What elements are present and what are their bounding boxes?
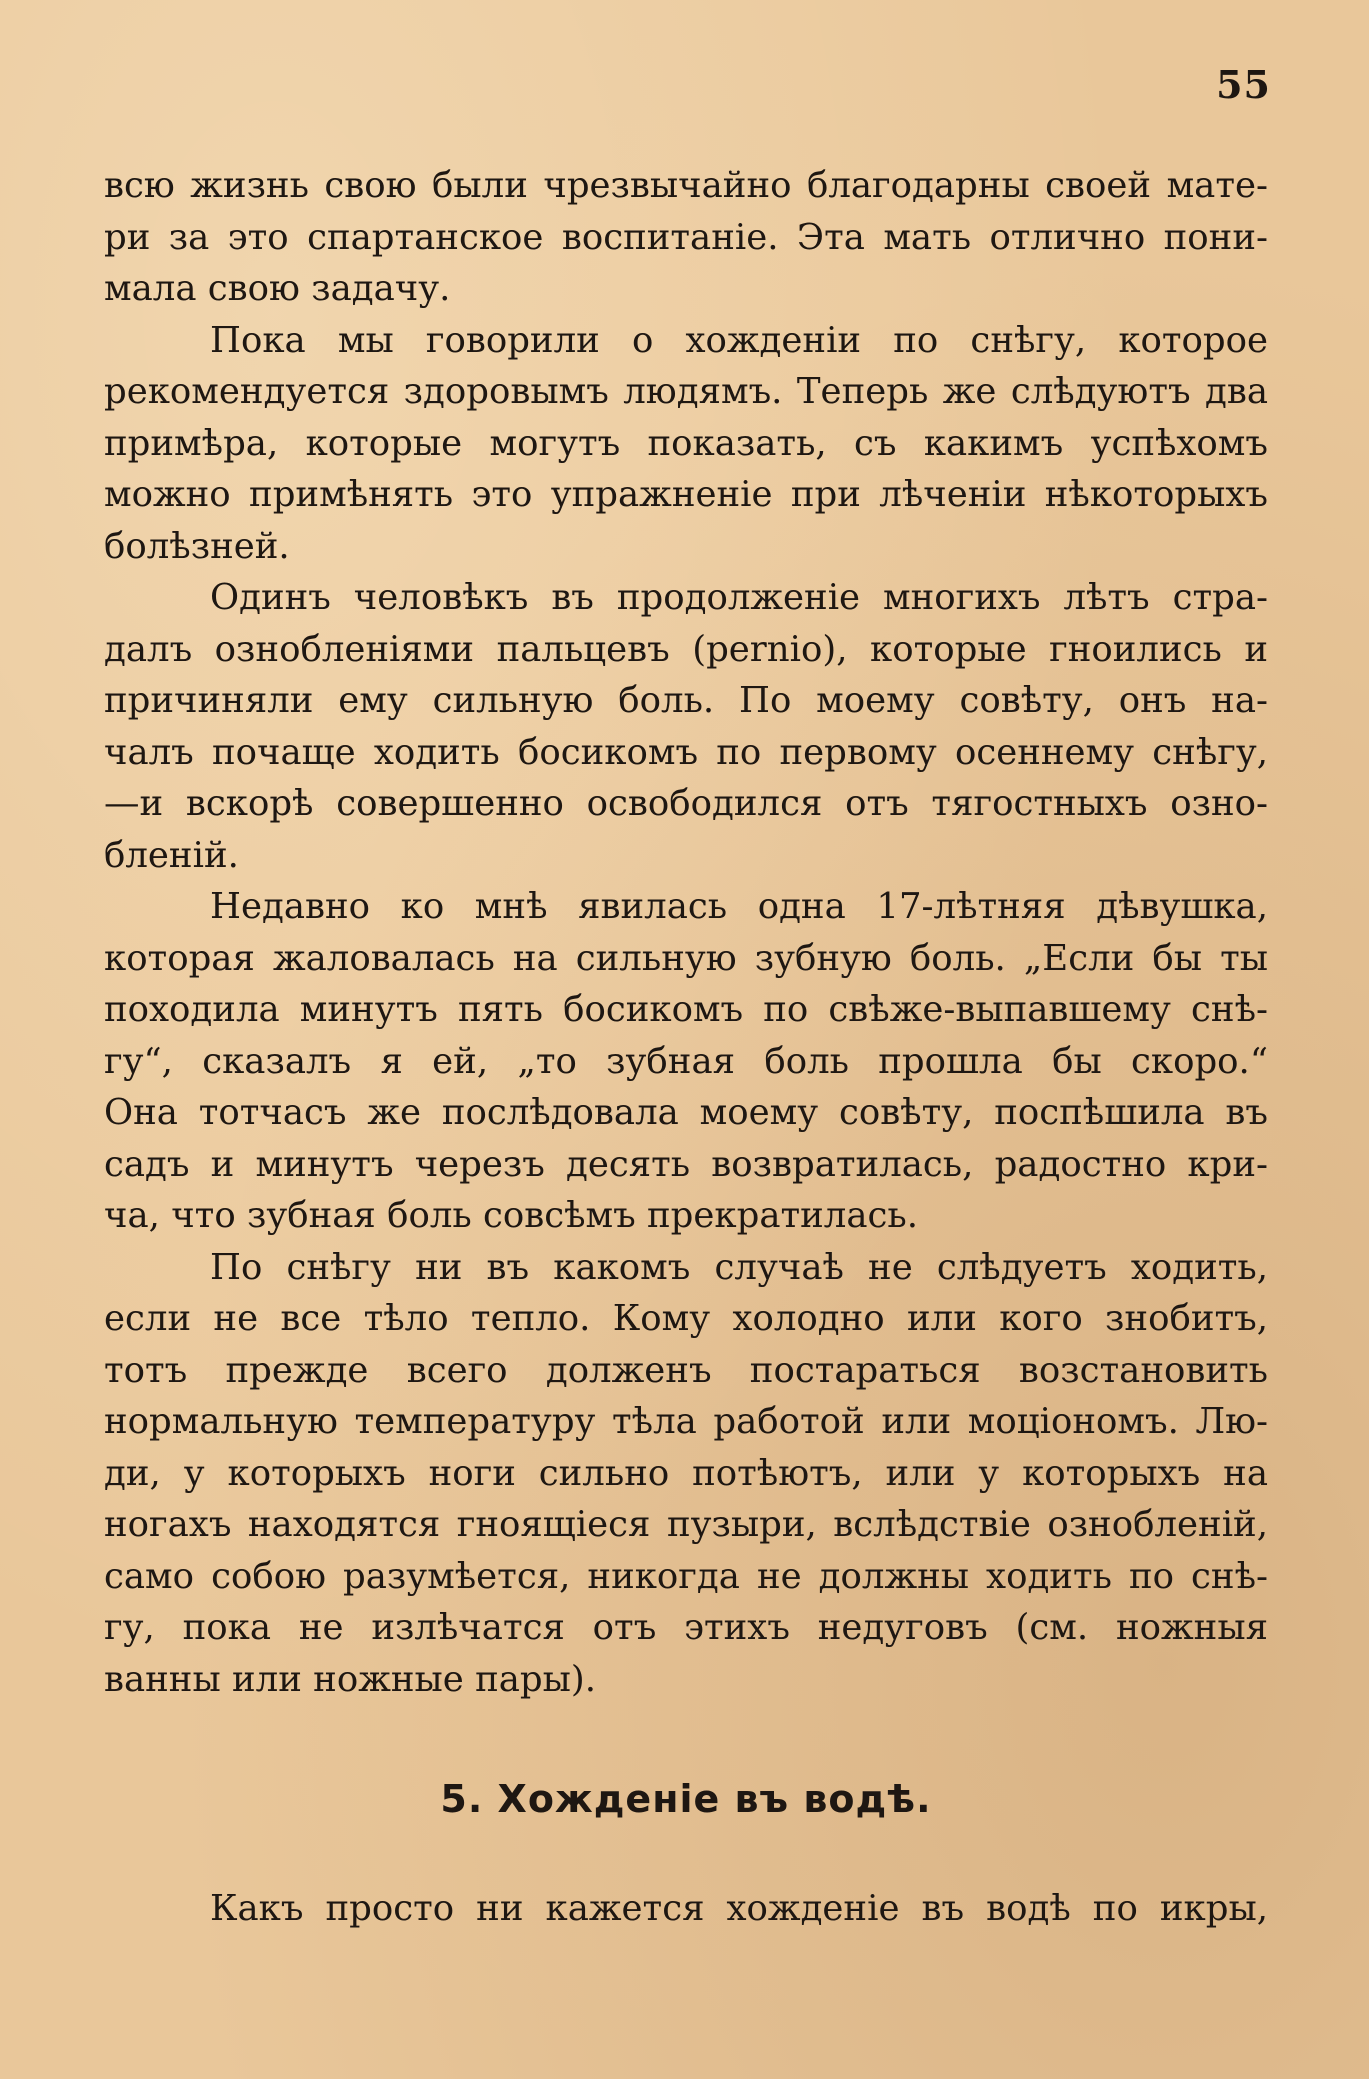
text-line: походила минутъ пять босикомъ по свѣже-выпавшему снѣ- [104, 989, 1268, 1030]
text-line: нормальную температуру тѣла работой или моціономъ. Лю- [104, 1401, 1268, 1442]
text-line: которая жаловалась на сильную зубную боль. „Если бы ты [104, 937, 1268, 979]
text-line: тотъ прежде всего долженъ постараться возстановить [104, 1349, 1268, 1391]
paragraph-final [104, 1883, 1268, 1935]
text-line: ди, у которыхъ ноги сильно потѣютъ, или у которыхъ на [104, 1452, 1268, 1494]
text-line: чалъ почаще ходить босикомъ по первому осеннему снѣгу, [104, 731, 1268, 773]
text-line: мала свою задачу. [104, 268, 451, 309]
text-line: болѣзней. [104, 525, 290, 567]
text-line: ри за это спартанское воспитаніе. Эта мать отлично пони- [104, 216, 1268, 258]
text-line: ванны или ножные пары). [104, 1658, 597, 1700]
text-line: По снѣгу ни въ какомъ случаѣ не слѣдуетъ ходить, [210, 1246, 1268, 1288]
paragraph-1 [104, 160, 1268, 315]
text-line: Пока мы говорили о хожденіи по снѣгу, которое [210, 319, 1268, 361]
text-line: само собою разумѣется, никогда не должны ходить по снѣ- [104, 1555, 1268, 1597]
text-line: Она тотчасъ же послѣдовала моему совѣту, поспѣшила въ [104, 1092, 1268, 1133]
text-line: всю жизнь свою были чрезвычайно благодарны своей мате- [104, 165, 1268, 206]
paragraph-4 [104, 881, 1268, 1242]
text-line: ногахъ находятся гноящіеся пузыри, вслѣдствіе ознобленій, [104, 1504, 1268, 1545]
text-line: рекомендуется здоровымъ людямъ. Теперь же слѣдуютъ два [104, 371, 1268, 412]
text-line: Недавно ко мнѣ явилась одна 17-лѣтняя дѣвушка, [210, 886, 1268, 927]
text-line: примѣра, которые могутъ показать, съ какимъ успѣхомъ [104, 422, 1268, 464]
paragraph-2 [104, 315, 1268, 573]
text-line: можно примѣнять это упражненіе при лѣченіи нѣкоторыхъ [104, 474, 1268, 515]
paragraph-5 [104, 1242, 1268, 1706]
text-line: если не все тѣло тепло. Кому холодно или кого знобитъ, [104, 1298, 1268, 1339]
page-number: 55 [1216, 62, 1271, 107]
text-line: Одинъ человѣкъ въ продолженіе многихъ лѣтъ стра- [210, 577, 1268, 618]
body-text [104, 160, 1268, 1935]
text-line: садъ и минутъ черезъ десять возвратилась, радостно кри- [104, 1143, 1268, 1185]
text-line: далъ ознобленіями пальцевъ (pernio), которые гноились и [104, 628, 1268, 670]
section-heading: 5. Хожденіе въ водѣ. [440, 1777, 932, 1821]
text-line: Какъ просто ни кажется хожденіе въ водѣ по икры, [210, 1888, 1268, 1929]
text-line: причиняли ему сильную боль. По моему совѣту, онъ на- [104, 680, 1268, 721]
text-line: ча, что зубная боль совсѣмъ прекратилась. [104, 1195, 919, 1236]
paragraph-3 [104, 572, 1268, 881]
text-line: бленій. [104, 834, 239, 876]
text-line: гу“, сказалъ я ей, „то зубная боль прошла бы скоро.“ [104, 1040, 1268, 1082]
text-line: —и вскорѣ совершенно освободился отъ тягостныхъ озно- [104, 783, 1268, 824]
text-line: гу, пока не излѣчатся отъ этихъ недуговъ (см. ножныя [104, 1607, 1268, 1648]
